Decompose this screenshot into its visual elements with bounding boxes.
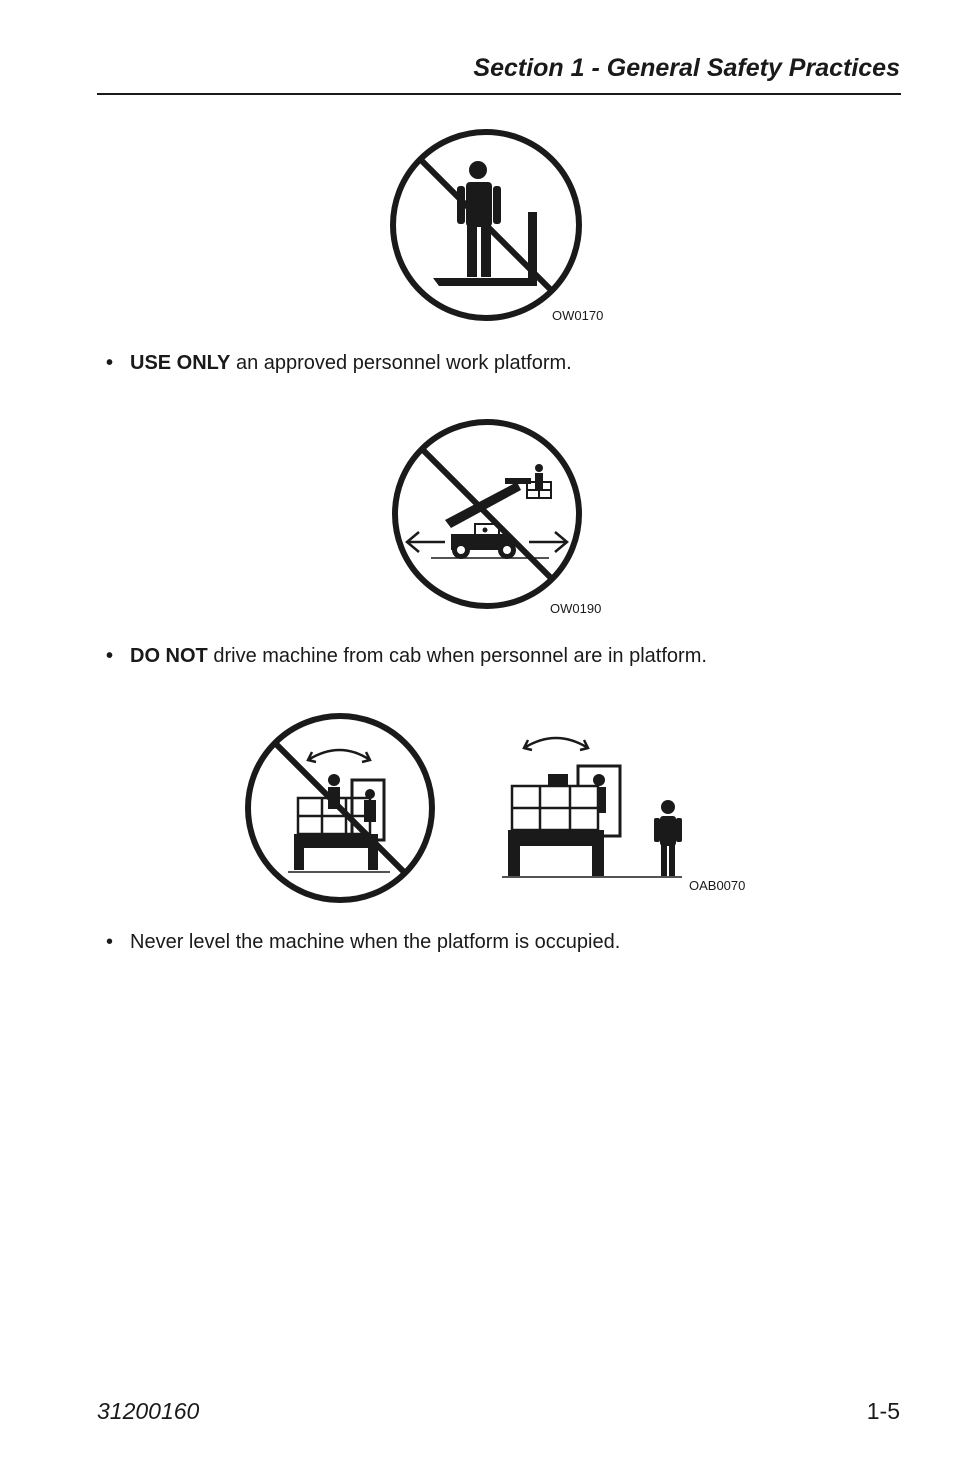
bullet-use-only [106, 352, 572, 375]
bullet-symbol: • [106, 352, 114, 374]
no-driving-figure [389, 416, 585, 612]
bullet-text: an approved personnel work platform. [230, 352, 572, 374]
no-leveling-figure [242, 710, 438, 906]
level-arrow-icon [524, 738, 588, 750]
section-title: Section 1 - General Safety Practices [473, 54, 900, 82]
correct-leveling-figure [500, 730, 690, 880]
bullet-text: Never level the machine when the platform is occupied. [130, 931, 621, 953]
document-number: 31200160 [97, 1398, 200, 1424]
platform-top-icon [548, 774, 568, 786]
ground-person-icon [654, 800, 682, 876]
bullet-do-not [106, 645, 707, 668]
header-rule [97, 93, 901, 95]
bullet-symbol: • [106, 931, 114, 953]
no-riding-forks-figure [387, 126, 585, 324]
bullet-bold: DO NOT [130, 645, 208, 667]
figure-code: OW0190 [550, 601, 602, 616]
bullet-bold: USE ONLY [130, 352, 231, 374]
figure-code: OAB0070 [689, 878, 746, 893]
page-number: 1-5 [866, 1398, 900, 1424]
bullet-symbol: • [106, 645, 114, 667]
bullet-text: drive machine from cab when personnel are in platform. [207, 645, 707, 667]
figure-code: OW0170 [552, 308, 604, 323]
platform-grid-icon [512, 786, 598, 830]
chassis-icon [508, 830, 604, 876]
bullet-never-level [106, 931, 620, 954]
